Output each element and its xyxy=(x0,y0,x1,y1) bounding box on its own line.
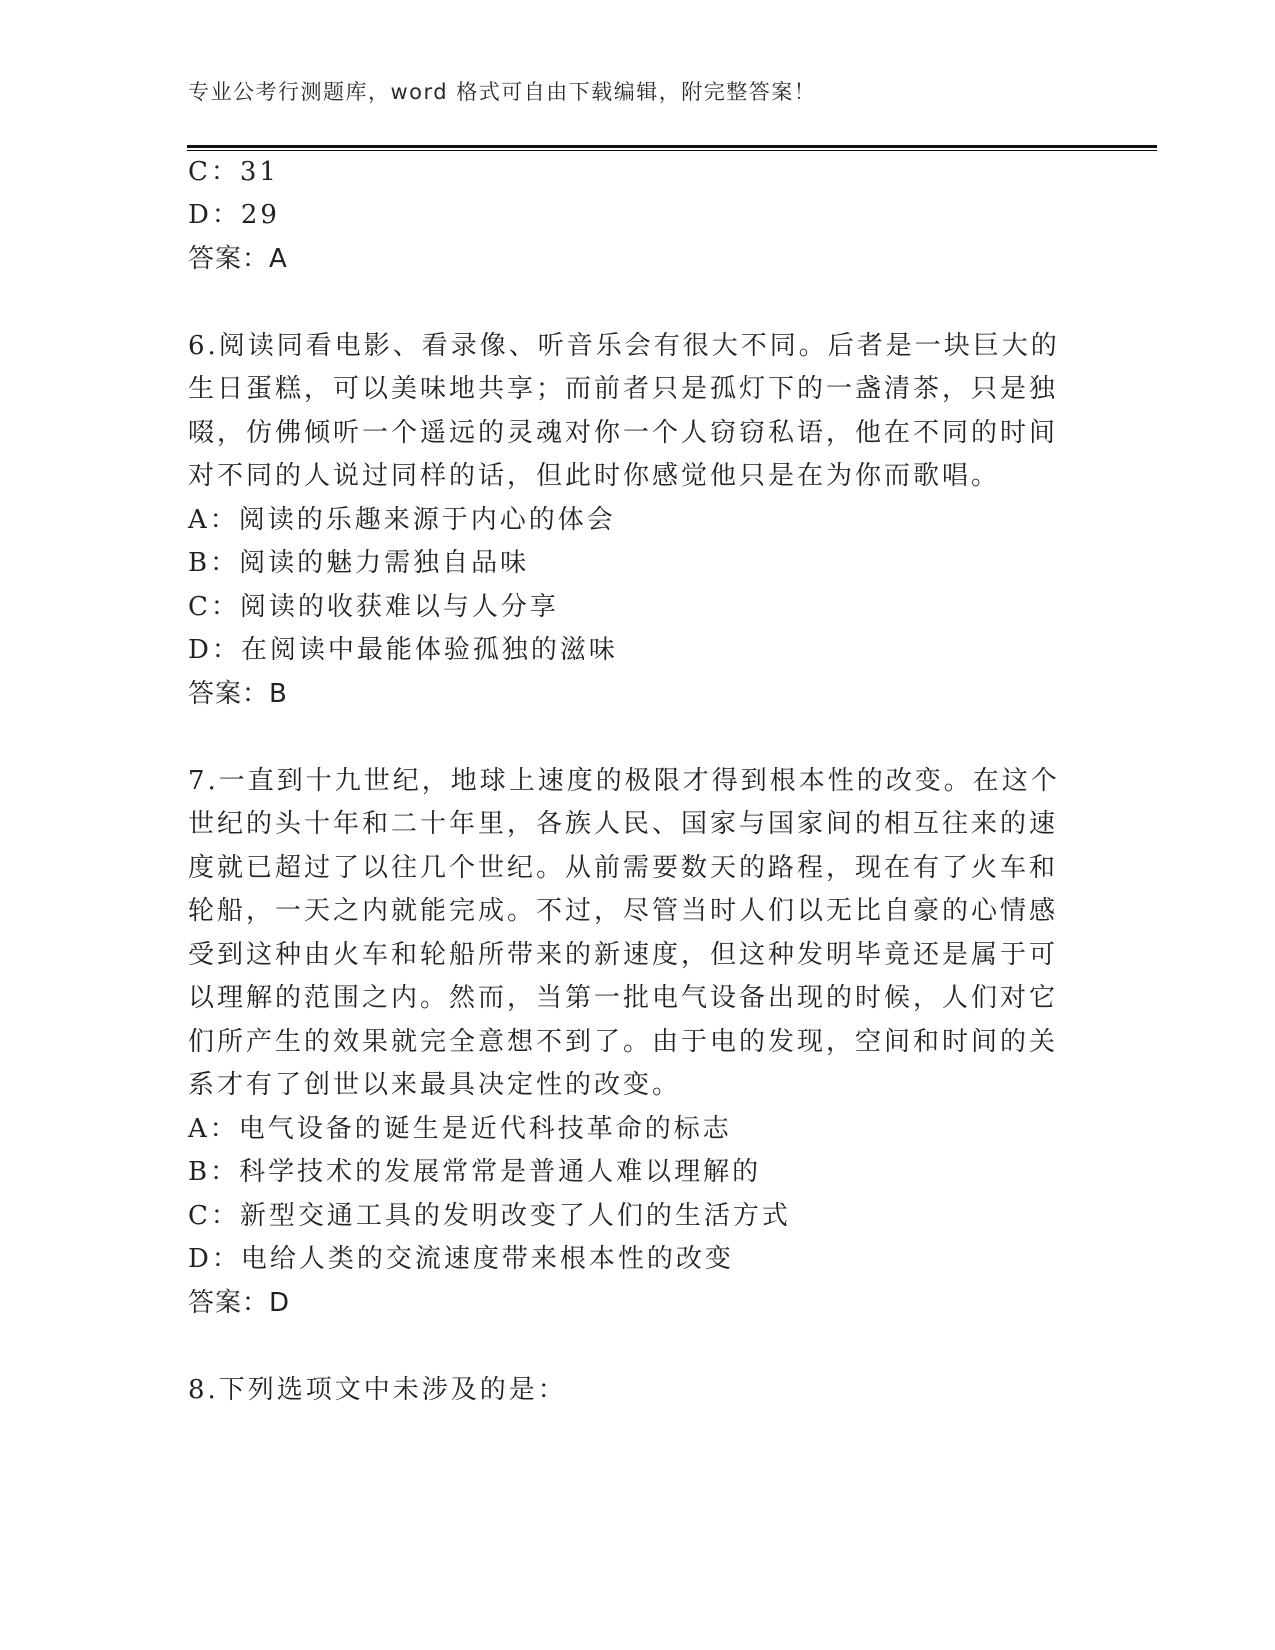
page-header: 专业公考行测题库，word 格式可自由下载编辑，附完整答案！ xyxy=(188,80,817,104)
q6-option-c: C：阅读的收获难以与人分享 xyxy=(188,592,559,622)
q7-answer: 答案：D xyxy=(188,1288,291,1318)
q6-stem-line-1: 6.阅读同看电影、看录像、听音乐会有很大不同。后者是一块巨大的 xyxy=(188,331,1060,361)
q5-option-d: D：29 xyxy=(188,200,280,230)
q6-stem-line-4: 对不同的人说过同样的话，但此时你感觉他只是在为你而歌唱。 xyxy=(188,461,1001,491)
q7-stem-line-1: 7.一直到十九世纪，地球上速度的极限才得到根本性的改变。在这个 xyxy=(188,766,1060,796)
q7-stem-line-6: 以理解的范围之内。然而，当第一批电气设备出现的时候，人们对它 xyxy=(188,983,1059,1013)
q7-option-c: C：新型交通工具的发明改变了人们的生活方式 xyxy=(188,1201,791,1231)
q6-option-d: D：在阅读中最能体验孤独的滋味 xyxy=(188,635,618,665)
q7-option-d: D：电给人类的交流速度带来根本性的改变 xyxy=(188,1244,734,1274)
q7-stem-line-8: 系才有了创世以来最具决定性的改变。 xyxy=(188,1070,682,1100)
header-rule-thick xyxy=(187,145,1157,148)
q7-option-b: B：科学技术的发展常常是普通人难以理解的 xyxy=(188,1157,762,1187)
q7-stem-line-5: 受到这种由火车和轮船所带来的新速度，但这种发明毕竟还是属于可 xyxy=(188,940,1059,970)
q5-option-c: C：31 xyxy=(188,157,279,187)
q6-answer: 答案：B xyxy=(188,679,288,709)
q6-option-b: B：阅读的魅力需独自品味 xyxy=(188,548,530,578)
header-rule-thin xyxy=(187,150,1157,151)
q7-stem-line-4: 轮船，一天之内就能完成。不过，尽管当时人们以无比自豪的心情感 xyxy=(188,896,1059,926)
q7-stem-line-2: 世纪的头十年和二十年里，各族人民、国家与国家间的相互往来的速 xyxy=(188,809,1059,839)
q6-stem-line-2: 生日蛋糕，可以美味地共享；而前者只是孤灯下的一盏清茶，只是独 xyxy=(188,374,1059,404)
q7-option-a: A：电气设备的诞生是近代科技革命的标志 xyxy=(188,1114,732,1144)
q6-stem-line-3: 啜，仿佛倾听一个遥远的灵魂对你一个人窃窃私语，他在不同的时间 xyxy=(188,418,1059,448)
q7-stem-line-3: 度就已超过了以往几个世纪。从前需要数天的路程，现在有了火车和 xyxy=(188,853,1059,883)
q8-stem: 8.下列选项文中未涉及的是： xyxy=(188,1375,567,1405)
q5-answer: 答案：A xyxy=(188,244,288,274)
q7-stem-line-7: 们所产生的效果就完全意想不到了。由于电的发现，空间和时间的关 xyxy=(188,1027,1059,1057)
q6-option-a: A：阅读的乐趣来源于内心的体会 xyxy=(188,505,616,535)
